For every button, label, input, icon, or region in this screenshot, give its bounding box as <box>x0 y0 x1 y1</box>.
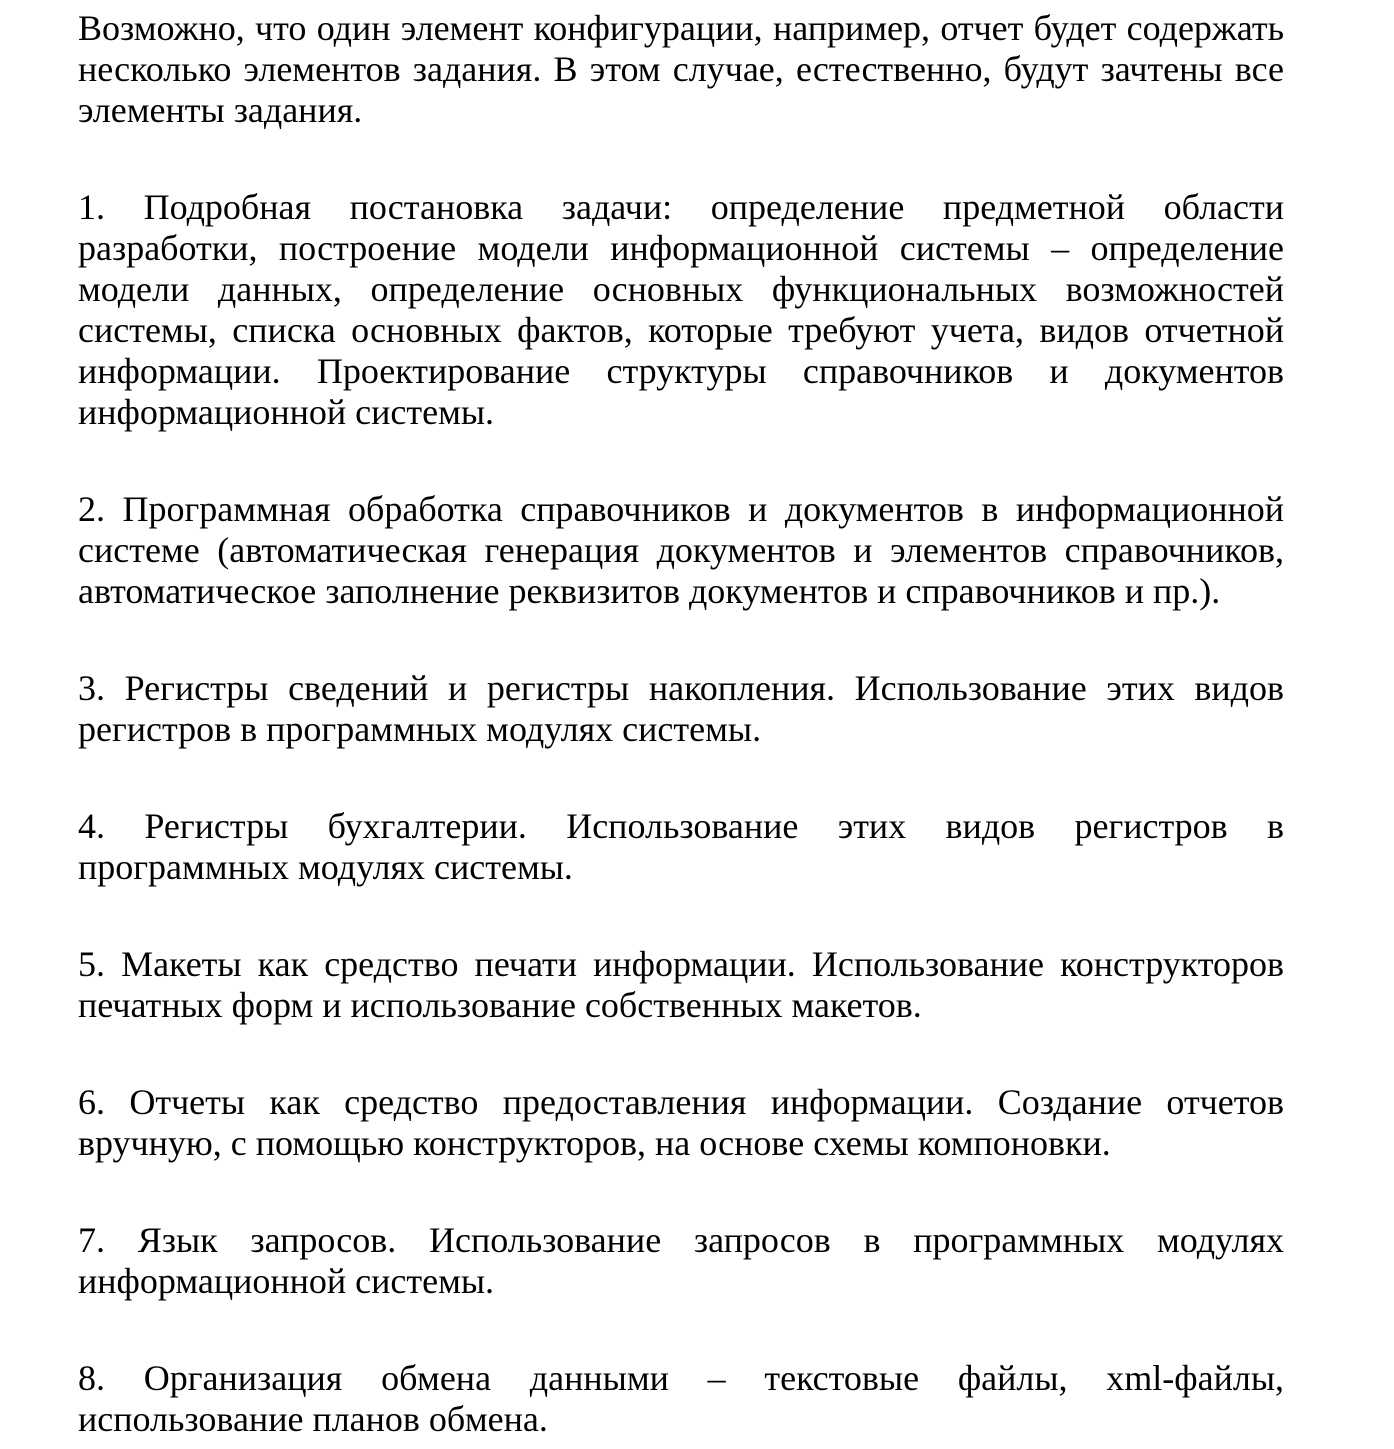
task-item-text: Регистры бухгалтерии. Использование этих видов регистров в программных модулях системы. <box>78 806 1285 887</box>
task-item-number: 6. <box>78 1082 105 1122</box>
task-item-number: 8. <box>78 1358 105 1398</box>
task-item-5 <box>78 944 1284 1026</box>
task-item-7 <box>78 1220 1284 1302</box>
task-item-text: Подробная постановка задачи: определение предметной области разработки, построение модели информационной системы – определение модели данных, определение основных функциональных возможностей системы, списка основных фактов, которые требуют учета, видов отчетной информации. Проектирование структуры справочников и документов информационной системы. <box>78 187 1284 432</box>
task-item-number: 5. <box>78 944 105 984</box>
task-item-number: 4. <box>78 806 105 846</box>
task-item-number: 2. <box>78 489 105 529</box>
task-item-2 <box>78 489 1284 612</box>
task-item-3 <box>78 668 1284 750</box>
task-item-number: 3. <box>78 668 105 708</box>
task-item-8 <box>78 1358 1284 1440</box>
task-item-text: Программная обработка справочников и документов в информационной системе (автоматическая генерация документов и элементов справочников, автоматическое заполнение реквизитов документов и справочников и пр.). <box>78 489 1285 611</box>
task-item-4 <box>78 806 1284 888</box>
task-item-text: Отчеты как средство предоставления информации. Создание отчетов вручную, с помощью конструкторов, на основе схемы компоновки. <box>78 1082 1285 1163</box>
task-item-6 <box>78 1082 1284 1164</box>
task-item-number: 7. <box>78 1220 105 1260</box>
task-item-text: Организация обмена данными – текстовые файлы, xml-файлы, использование планов обмена. <box>78 1358 1285 1439</box>
task-item-text: Язык запросов. Использование запросов в программных модулях информационной системы. <box>78 1220 1285 1301</box>
task-item-text: Макеты как средство печати информации. Использование конструкторов печатных форм и использование собственных макетов. <box>78 944 1285 1025</box>
task-item-text: Регистры сведений и регистры накопления. Использование этих видов регистров в программных модулях системы. <box>78 668 1284 749</box>
task-item-number: 1. <box>78 187 105 227</box>
intro-paragraph: Возможно, что один элемент конфигурации, например, отчет будет содержать несколько элементов задания. В этом случае, естественно, будут зачтены все элементы задания. <box>78 8 1284 130</box>
task-item-1 <box>78 187 1284 433</box>
